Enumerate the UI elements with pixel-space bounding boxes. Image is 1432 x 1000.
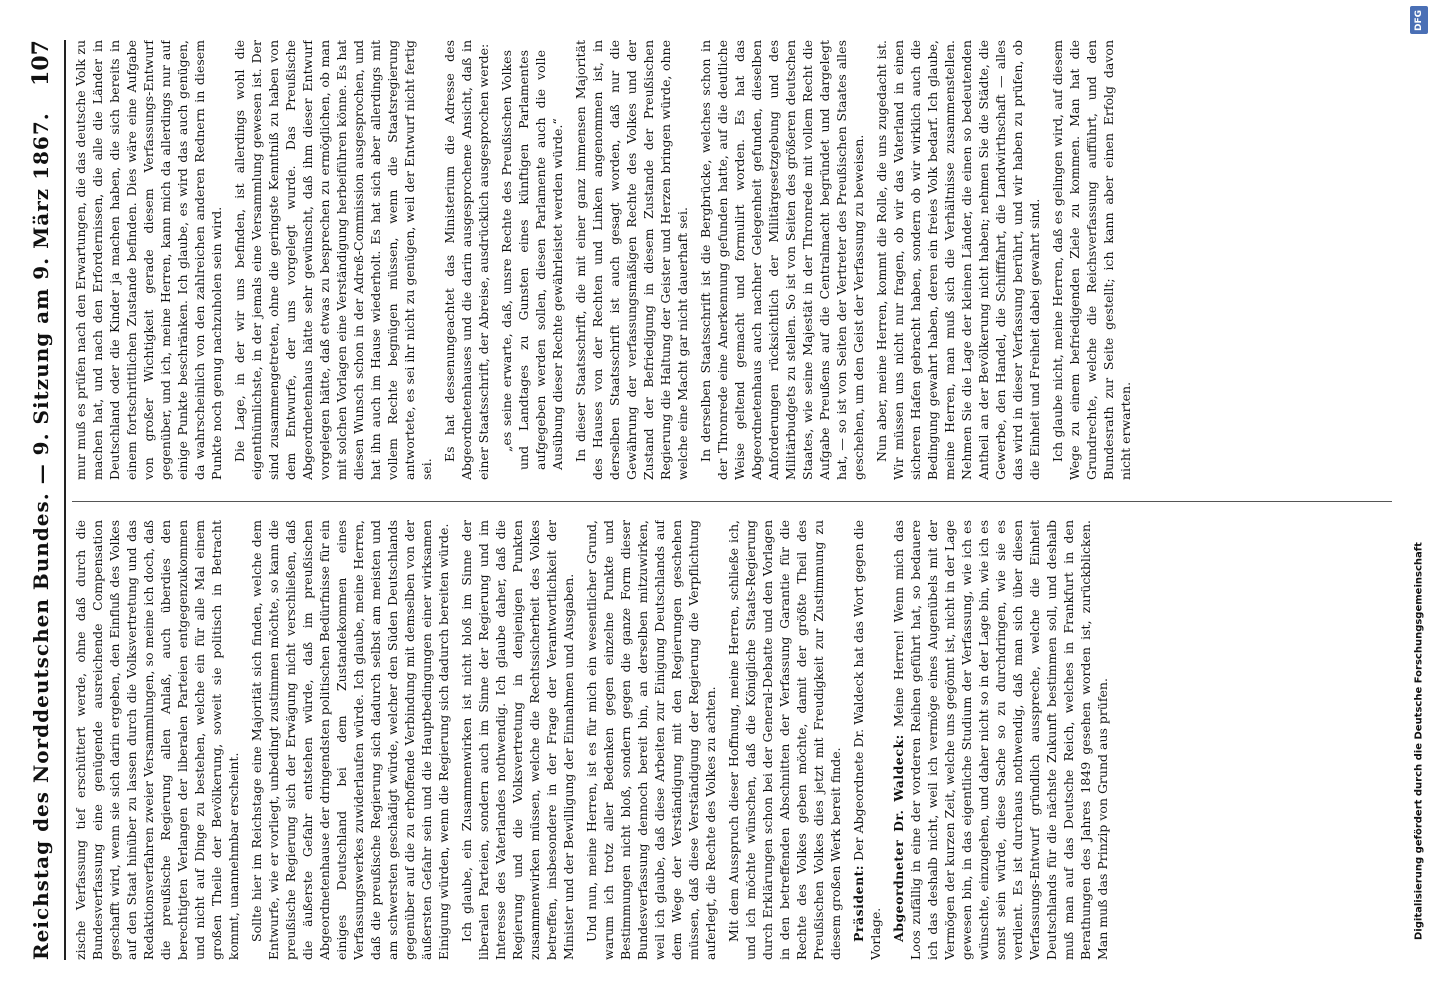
- paragraph: mur muß es prüfen nach den Erwartungen, die das deutsche Volk zu machen hat, und nach den Erfordernissen, die alle die Länder in Deutschland oder die Kinder ja machen haben, die sich bereits in einem fortschrittlichen Zustande befinden. Dies wäre eine Aufgabe von großer Wichtigkeit gerade diesem Verfassungs-Entwurf gegenüber, und ich, meine Herren, kann mich da allerdings nur auf einige Punkte beschränken. Ich glaube, es wird das auch genügen, da wahrscheinlich von den zahlreichen anderen Rednern in diesem Punkte noch genug nachzuholen sein wird.: [73, 40, 224, 480]
- paragraph: Ich glaube, ein Zusammenwirken ist nicht bloß im Sinne der liberalen Parteien, sondern auch im Sinne der Regierung und im Interesse des Vaterlandes nothwendig. Ich glaube daher, daß die Regierung und die Volksvertretung in denjenigen Punkten zusammenwirken müssen, welche die Rechtssicherheit des Volkes betreffen, insbesondere in der Frage der Verantwortlichkeit der Minister und der Bewilligung der Einnahmen und Ausgaben.: [459, 520, 576, 960]
- paragraph: Sollte hier im Reichstage eine Majorität sich finden, welche dem Entwurfe, wie er vorliegt, unbedingt zustimmen möchte, so kann die preußische Regierung sich der Erwägung nicht verschließen, daß die äußerste Gefahr entstehen würde, daß im preußischen Abgeordnetenhause der dringendsten politischen Bedürfnisse für ein einiges Deutschland bei dem Zustandekommen eines Verfassungswerkes zuwiderlaufen würde. Ich glaube, meine Herren, daß die preußische Regierung sich dadurch selbst am meisten und am schwersten geschädigt würde, welcher den Süden Deutschlands gegenüber auf die zu erhoffende Verbindung mit demselben von der äußersten Gefahr sein und die Hauptbedingungen einer wirksamen Einigung würden, wenn die Regierung sich dadurch bereiten würde.: [249, 520, 451, 960]
- paragraph: zische Verfassung tief erschüttert werde, ohne daß durch die Bundesverfassung eine genügende ausreichende Compensation geschafft wird, wenn sie sich darin ergeben, den Einfluß des Volkes auf den Staat hinüber zu lassen durch die Volksvertretung und das Redaktionsverfahren zweier Versammlungen, so meine ich doch, daß die preußische Regierung allen Anlaß, auch überdies den berechtigten Verlangen der liberalen Parteien entgegenzukommen und nicht auf Dinge zu bestehen, welche ein für alle Mal einem großen Theile der Bevölkerung, soweit sie politisch in Betracht kommt, unannehmbar erscheint.: [73, 520, 241, 960]
- speaker-president: Präsident:: [851, 864, 866, 942]
- paragraph: In derselben Staatsschrift ist die Bergbrücke, welches schon in der Thronrede eine Anerkennung gefunden hatte, auf die deutliche Weise geltend gemacht und formulirt worden. Es hat das Abgeordnetenhaus auch nachher Gelegenheit gefunden, dieselben Anforderungen rücksichtlich der Militärgesetzgebung und des Militärbudgets zu stellen. So ist von Seiten des größeren deutschen Staates, wie seine Majestät in der Thronrede mit vollem Recht die Aufgabe Preußens auf die Centralmacht begründet und dargelegt hat, — so ist von Seiten der Vertreter des Preußischen Staates alles geschehen, um den Geist der Verfassung zu beweisen.: [698, 40, 866, 480]
- column-divider: [72, 501, 1392, 502]
- paragraph: Mit dem Ausspruch dieser Hoffnung, meine Herren, schließe ich, und ich möchte wünschen, daß die Königliche Staats-Regierung durch Erklärungen schon bei der General-Debatte und den Vorlagen in den betreffenden Abschnitten der Verfassung Garantie für die Rechte des Volkes geben möchte, damit der größte Theil des Preußischen Volkes dies jetzt mit Freudigkeit zur Zustimmung zu diesem großen Werk bereit finde.: [726, 520, 843, 960]
- waldeck-speech: [890, 520, 1111, 960]
- column-left: [72, 520, 1402, 960]
- page-title: Reichstag des Norddeutschen Bundes. — 9. Sitzung am 9. März 1867.: [29, 112, 53, 960]
- dfg-logo-icon: DFG: [1410, 6, 1428, 34]
- president-remark: [850, 520, 884, 960]
- waldeck-text: Meine Herren! Wenn mich das Loos zufällig in eine der vorderen Reihen geführt hat, so bedauere ich das deshalb nicht, weil ich vermöge eines Augenübels mit der Vermögen der kurzen Zeit, welche uns gegönnt ist, nicht in der Lage gewesen bin, in das eigentliche Studium der Verfassung, wie ich es wünschte, einzugehen, und daher nicht so in der Lage bin, wie ich es sonst sein würde, diese Sache so zu durchdringen, wie sie es verdient. Es ist durchaus nothwendig, daß man sich über diesen Verfassungs-Entwurf gründlich ausspreche, welche die Einheit Deutschlands für die nächste Zukunft bestimmen soll, und deshalb muß man auf das Deutsche Reich, welches in Frankfurt in den Berathungen des Jahres 1849 gesehen worden ist, zurückblicken. Man muß das Prinzip von Grund aus prüfen.: [891, 520, 1110, 960]
- page-header: [20, 40, 62, 960]
- column-right: [72, 40, 1402, 480]
- speaker-waldeck: Abgeordneter Dr. Waldeck:: [891, 734, 906, 942]
- president-text: Der Abgeordnete Dr. Waldeck hat das Wort gegen die Vorlage.: [851, 520, 883, 960]
- paragraph: Und nun, meine Herren, ist es für mich ein wesentlicher Grund, warum ich trotz aller Bedenken gegen einzelne Punkte und Bestimmungen nicht bloß, sondern gegen die ganze Form dieser Bundesverfassung dennoch bereit bin, an derselben mitzuwirken, weil ich glaube, daß diese Arbeiten zur Einigung Deutschlands auf dem Wege der Verständigung mit den Regierungen geschehen müssen, daß diese Verständigung der Regierung die Verpflichtung auferlegt, die Rechte des Volkes zu achten.: [584, 520, 718, 960]
- header-rule: [64, 40, 66, 960]
- paragraph: In dieser Staatsschrift, die mit einer ganz immensen Majorität des Hauses von der Rechten und Linken angenommen ist, in derselben Staatsschrift ist auch gesagt worden, daß nur die Gewährung der verfassungsmäßigen Rechte des Volkes und der Zustand der Befriedigung in diesem Zustande der Preußischen Regierung die Haltung der Geister und Herzen bringen würde, ohne welche eine Macht gar nicht dauerhaft sei.: [573, 40, 690, 480]
- paragraph: Ich glaube nicht, meine Herren, daß es gelingen wird, auf diesem Wege zu einem befriedigenden Ziele zu kommen. Man hat die Grundrechte, welche die Reichsverfassung aufführt, und den Bundesrath zur Seite gestellt; ich kann aber einen Erfolg davon nicht erwarten.: [1050, 40, 1133, 480]
- digitization-credit: Digitalisierung gefördert durch die Deutsche Forschungsgemeinschaft: [1413, 542, 1425, 940]
- paragraph: Es hat dessenungeachtet das Ministerium die Adresse des Abgeordnetenhauses und die darin ausgesprochene Ansicht, daß in einer Staatsschrift, der Abreise, ausdrücklich ausgesprochen werde:: [442, 40, 491, 480]
- quotation: „es seine erwarte, daß, unsre Rechte des Preußischen Volkes und Landtages zu Gunsten eines künftigen Parlamentes aufgegeben werden sollen, diesen Parlamente auch die volle Ausübung dieser Rechte gewährleistet werden würde.“: [499, 50, 565, 470]
- digitization-sidebar: [1406, 0, 1432, 1000]
- paragraph: Nun aber, meine Herren, kommt die Rolle, die uns zugedacht ist. Wir müssen uns nicht nur fragen, ob wir das Vaterland in einen sicheren Hafen gebracht haben, sondern ob wir wirklich auch die Bedingung gewahrt haben, deren ein freies Volk bedarf. Ich glaube, meine Herren, man muß sich die Verhältnisse zusammenstellen. Nehmen Sie die Lage der kleinen Länder, die einen so bedeutenden Antheil an der Bevölkerung nicht haben; nehmen Sie die Städte, die Gewerbe, den Handel, die Schifffahrt, die Landwirthschaft — alles das wird in dieser Verfassung berührt, und wir haben zu prüfen, ob die Einheit und Freiheit dabei gewahrt sind.: [874, 40, 1042, 480]
- paragraph: Die Lage, in der wir uns befinden, ist allerdings wohl die eigenthümlichste, in der jemals eine Versammlung gewesen ist. Der sind zusammengetreten, ohne die geringste Kenntniß zu haben von dem Entwurfe, der uns vorgelegt wurde. Das Preußische Abgeordnetenhaus hätte sehr gewünscht, daß ihm dieser Entwurf vorgelegen hätte, daß etwas zu besprechen zu ermöglichen, ob man mit solchen Vorlagen eine Verständigung herbeiführen könne. Es hat diesen Wunsch schon in der Adreß-Commission ausgesprochen, und hat ihn auch im Hause wiederholt. Es hat sich aber allerdings mit vollem Rechte begnügen müssen, wenn die Staatsregierung antwortete, es sei ihr nicht zu genügen, weil der Entwurf nicht fertig sei.: [232, 40, 434, 480]
- page-number: 107: [28, 40, 54, 86]
